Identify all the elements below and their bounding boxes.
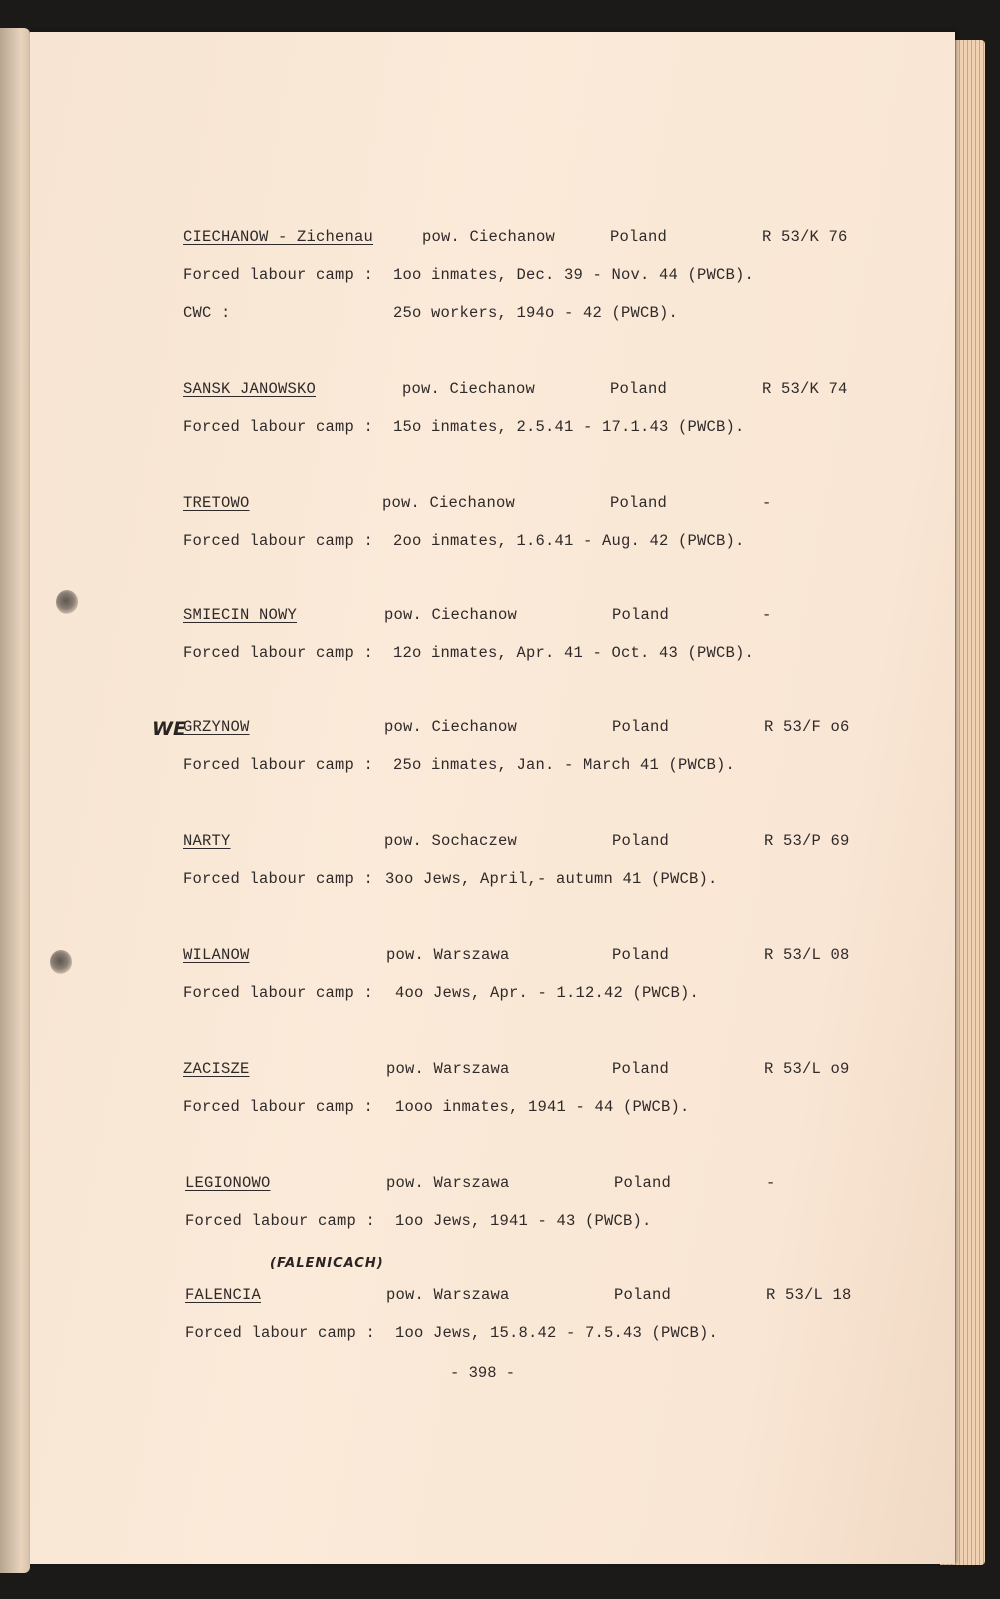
facing-page-edge [0, 28, 30, 1573]
country: Poland [612, 946, 670, 964]
camp-type-label: Forced labour camp : [183, 756, 374, 774]
camp-details: 1ooo inmates, 1941 - 44 (PWCB). [395, 1098, 690, 1116]
district: pow. Ciechanow [384, 606, 518, 624]
place-name: SMIECIN NOWY [183, 606, 298, 624]
camp-type-label: Forced labour camp : [183, 984, 374, 1002]
archive-ref: - [766, 1174, 776, 1192]
archive-ref: R 53/F o6 [764, 718, 850, 736]
camp-details: 12o inmates, Apr. 41 - Oct. 43 (PWCB). [393, 644, 755, 662]
place-name: GRZYNOW [183, 718, 250, 736]
district: pow. Warszawa [386, 1286, 510, 1304]
district: pow. Ciechanow [382, 494, 516, 512]
place-name: TRETOWO [183, 494, 250, 512]
camp-details: 1oo inmates, Dec. 39 - Nov. 44 (PWCB). [393, 266, 755, 284]
country: Poland [612, 1060, 670, 1078]
country: Poland [612, 606, 670, 624]
country: Poland [612, 718, 670, 736]
camp-details: 1oo Jews, 15.8.42 - 7.5.43 (PWCB). [395, 1324, 719, 1342]
country: Poland [610, 494, 668, 512]
archive-ref: R 53/L o9 [764, 1060, 850, 1078]
district: pow. Warszawa [386, 946, 510, 964]
camp-type-label: Forced labour camp : [183, 418, 374, 436]
camp-type-label: CWC : [183, 304, 231, 322]
archive-ref: R 53/K 76 [762, 228, 848, 246]
camp-type-label: Forced labour camp : [183, 532, 374, 550]
place-name: ZACISZE [183, 1060, 250, 1078]
camp-type-label: Forced labour camp : [185, 1212, 376, 1230]
camp-details: 25o workers, 194o - 42 (PWCB). [393, 304, 679, 322]
camp-type-label: Forced labour camp : [183, 266, 374, 284]
district: pow. Warszawa [386, 1060, 510, 1078]
page-number: - 398 - [450, 1364, 516, 1382]
country: Poland [614, 1286, 672, 1304]
archive-ref: R 53/L 18 [766, 1286, 852, 1304]
handwritten-we-prefix: WE [152, 718, 186, 740]
punch-hole-top [56, 590, 78, 614]
camp-details: 15o inmates, 2.5.41 - 17.1.43 (PWCB). [393, 418, 745, 436]
place-name: LEGIONOWO [185, 1174, 271, 1192]
district: pow. Ciechanow [384, 718, 518, 736]
country: Poland [610, 228, 668, 246]
document-page [30, 32, 955, 1564]
district: pow. Sochaczew [384, 832, 518, 850]
camp-type-label: Forced labour camp : [185, 1324, 376, 1342]
district: pow. Ciechanow [402, 380, 536, 398]
district: pow. Ciechanow [422, 228, 556, 246]
camp-type-label: Forced labour camp : [183, 870, 374, 888]
camp-details: 4oo Jews, Apr. - 1.12.42 (PWCB). [395, 984, 700, 1002]
camp-details: 25o inmates, Jan. - March 41 (PWCB). [393, 756, 736, 774]
place-name: NARTY [183, 832, 231, 850]
archive-ref: - [762, 494, 772, 512]
camp-type-label: Forced labour camp : [183, 644, 374, 662]
archive-ref: R 53/L 08 [764, 946, 850, 964]
place-name: FALENCIA [185, 1286, 262, 1304]
place-name: CIECHANOW - Zichenau [183, 228, 374, 246]
archive-ref: R 53/K 74 [762, 380, 848, 398]
country: Poland [612, 832, 670, 850]
archive-ref: - [762, 606, 772, 624]
handwritten-falenicach: (FALENICACH) [270, 1256, 384, 1271]
place-name: WILANOW [183, 946, 250, 964]
archive-ref: R 53/P 69 [764, 832, 850, 850]
camp-details: 1oo Jews, 1941 - 43 (PWCB). [395, 1212, 652, 1230]
punch-hole-bottom [50, 950, 72, 974]
country: Poland [610, 380, 668, 398]
country: Poland [614, 1174, 672, 1192]
camp-details: 2oo inmates, 1.6.41 - Aug. 42 (PWCB). [393, 532, 745, 550]
camp-details: 3oo Jews, April,- autumn 41 (PWCB). [385, 870, 718, 888]
camp-type-label: Forced labour camp : [183, 1098, 374, 1116]
place-name: SANSK JANOWSKO [183, 380, 317, 398]
district: pow. Warszawa [386, 1174, 510, 1192]
